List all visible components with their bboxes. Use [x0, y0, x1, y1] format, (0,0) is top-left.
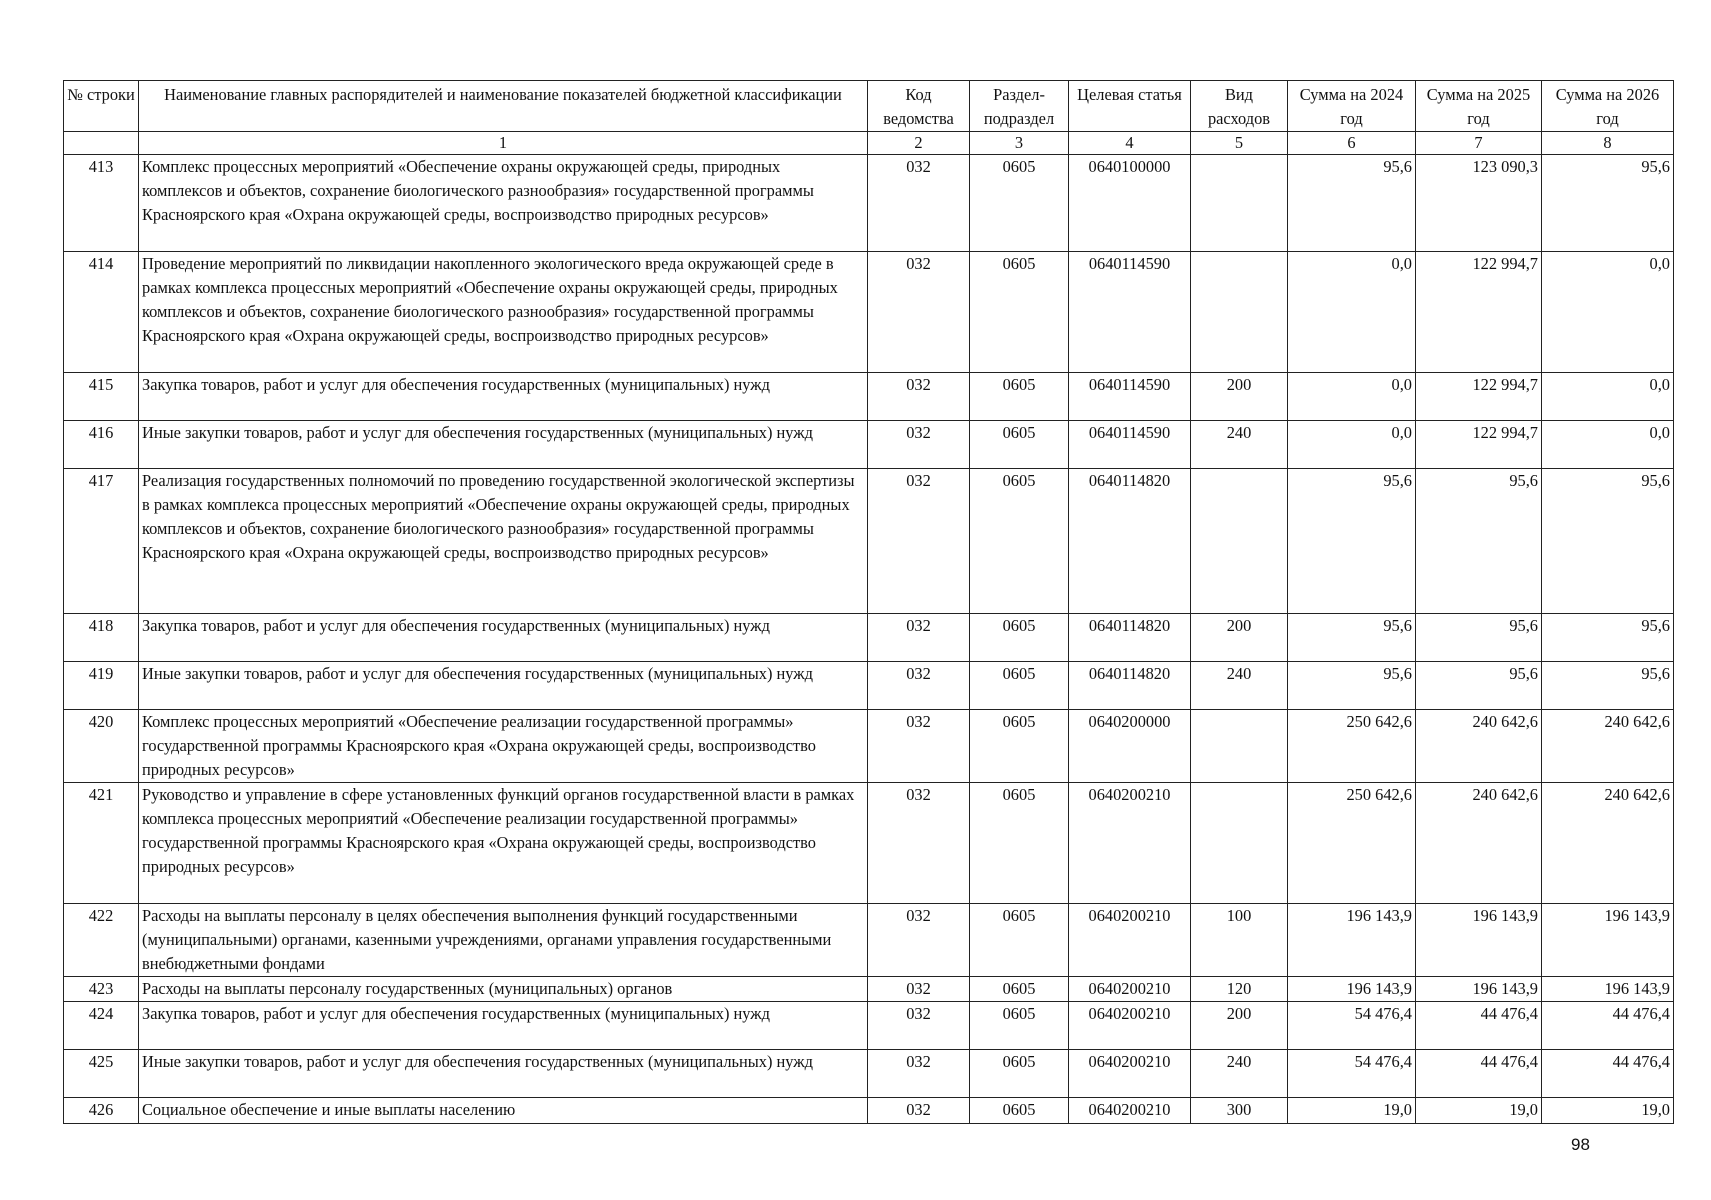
sum-2026-cell: 240 642,6 — [1542, 710, 1674, 783]
table-row — [64, 904, 1674, 977]
column-number: 6 — [1288, 132, 1416, 155]
target-article-cell: 0640200210 — [1069, 1098, 1191, 1124]
sum-2026-cell: 95,6 — [1542, 155, 1674, 252]
table-row — [64, 373, 1674, 421]
header-sum-2024: Сумма на 2024 год — [1288, 81, 1416, 132]
sum-2025-cell: 196 143,9 — [1416, 904, 1542, 977]
target-article-cell: 0640200210 — [1069, 1002, 1191, 1050]
dept-code-cell: 032 — [868, 373, 970, 421]
expense-kind-cell: 240 — [1191, 421, 1288, 469]
row-number-cell: 422 — [64, 904, 139, 977]
target-article-cell: 0640200210 — [1069, 904, 1191, 977]
target-article-cell: 0640114590 — [1069, 252, 1191, 373]
column-number: 4 — [1069, 132, 1191, 155]
sum-2025-cell: 44 476,4 — [1416, 1002, 1542, 1050]
sum-2026-cell: 0,0 — [1542, 421, 1674, 469]
name-cell: Расходы на выплаты персоналу государственных (муниципальных) органов — [139, 977, 868, 1002]
column-number-row — [64, 132, 1674, 155]
name-cell: Иные закупки товаров, работ и услуг для обеспечения государственных (муниципальных) нужд — [139, 421, 868, 469]
dept-code-cell: 032 — [868, 1098, 970, 1124]
name-cell: Комплекс процессных мероприятий «Обеспечение реализации государственной программы» государственной программы Красноярского края «Охрана окружающей среды, воспроизводство природных ресурсов» — [139, 710, 868, 783]
sum-2026-cell: 95,6 — [1542, 469, 1674, 614]
header-target: Целевая статья — [1069, 81, 1191, 132]
header-sum-2026: Сумма на 2026 год — [1542, 81, 1674, 132]
sum-2024-cell: 250 642,6 — [1288, 783, 1416, 904]
name-cell: Иные закупки товаров, работ и услуг для обеспечения государственных (муниципальных) нужд — [139, 1050, 868, 1098]
target-article-cell: 0640200210 — [1069, 977, 1191, 1002]
target-article-cell: 0640100000 — [1069, 155, 1191, 252]
sum-2026-cell: 0,0 — [1542, 373, 1674, 421]
sum-2024-cell: 19,0 — [1288, 1098, 1416, 1124]
header-section: Раздел-подраздел — [970, 81, 1069, 132]
sum-2024-cell: 95,6 — [1288, 614, 1416, 662]
name-cell: Реализация государственных полномочий по проведению государственной экологической экспертизы в рамках комплекса процессных мероприятий «Обеспечение охраны окружающей среды, природных комплексов и объектов, сохранение биологического разнообразия» государственной программы Красноярского края «Охрана окружающей среды, воспроизводство природных ресурсов» — [139, 469, 868, 614]
column-number: 5 — [1191, 132, 1288, 155]
sum-2025-cell: 19,0 — [1416, 1098, 1542, 1124]
sum-2024-cell: 54 476,4 — [1288, 1002, 1416, 1050]
sum-2026-cell: 196 143,9 — [1542, 904, 1674, 977]
expense-kind-cell: 240 — [1191, 662, 1288, 710]
expense-kind-cell: 120 — [1191, 977, 1288, 1002]
header-expense-kind: Вид расходов — [1191, 81, 1288, 132]
row-number-cell: 414 — [64, 252, 139, 373]
sum-2026-cell: 44 476,4 — [1542, 1002, 1674, 1050]
sum-2026-cell: 44 476,4 — [1542, 1050, 1674, 1098]
name-cell: Иные закупки товаров, работ и услуг для обеспечения государственных (муниципальных) нужд — [139, 662, 868, 710]
dept-code-cell: 032 — [868, 783, 970, 904]
target-article-cell: 0640114820 — [1069, 662, 1191, 710]
dept-code-cell: 032 — [868, 977, 970, 1002]
sum-2024-cell: 0,0 — [1288, 421, 1416, 469]
sum-2024-cell: 0,0 — [1288, 252, 1416, 373]
sum-2026-cell: 196 143,9 — [1542, 977, 1674, 1002]
target-article-cell: 0640200210 — [1069, 783, 1191, 904]
dept-code-cell: 032 — [868, 662, 970, 710]
dept-code-cell: 032 — [868, 904, 970, 977]
expense-kind-cell: 240 — [1191, 1050, 1288, 1098]
sum-2024-cell: 196 143,9 — [1288, 977, 1416, 1002]
row-number-cell: 419 — [64, 662, 139, 710]
section-cell: 0605 — [970, 421, 1069, 469]
column-number — [64, 132, 139, 155]
expense-kind-cell: 200 — [1191, 373, 1288, 421]
sum-2025-cell: 95,6 — [1416, 469, 1542, 614]
sum-2026-cell: 240 642,6 — [1542, 783, 1674, 904]
row-number-cell: 421 — [64, 783, 139, 904]
expense-kind-cell: 200 — [1191, 614, 1288, 662]
table-row — [64, 783, 1674, 904]
column-number: 3 — [970, 132, 1069, 155]
table-row — [64, 421, 1674, 469]
section-cell: 0605 — [970, 155, 1069, 252]
section-cell: 0605 — [970, 783, 1069, 904]
header-name: Наименование главных распорядителей и наименование показателей бюджетной классификации — [139, 81, 868, 132]
row-number-cell: 416 — [64, 421, 139, 469]
sum-2026-cell: 95,6 — [1542, 614, 1674, 662]
row-number-cell: 425 — [64, 1050, 139, 1098]
sum-2026-cell: 19,0 — [1542, 1098, 1674, 1124]
row-number-cell: 420 — [64, 710, 139, 783]
target-article-cell: 0640200000 — [1069, 710, 1191, 783]
name-cell: Социальное обеспечение и иные выплаты населению — [139, 1098, 868, 1124]
header-dept-code: Код ведомства — [868, 81, 970, 132]
table-row — [64, 662, 1674, 710]
section-cell: 0605 — [970, 469, 1069, 614]
name-cell: Закупка товаров, работ и услуг для обеспечения государственных (муниципальных) нужд — [139, 373, 868, 421]
column-number: 1 — [139, 132, 868, 155]
section-cell: 0605 — [970, 904, 1069, 977]
sum-2025-cell: 95,6 — [1416, 614, 1542, 662]
table-row — [64, 614, 1674, 662]
expense-kind-cell — [1191, 469, 1288, 614]
name-cell: Проведение мероприятий по ликвидации накопленного экологического вреда окружающей среде в рамках комплекса процессных мероприятий «Обеспечение охраны окружающей среды, природных комплексов и объектов, сохранение биологического разнообразия» государственной программы Красноярского края «Охрана окружающей среды, воспроизводство природных ресурсов» — [139, 252, 868, 373]
table-row — [64, 1002, 1674, 1050]
section-cell: 0605 — [970, 614, 1069, 662]
budget-table-sheet — [63, 80, 1673, 1124]
sum-2025-cell: 196 143,9 — [1416, 977, 1542, 1002]
expense-kind-cell — [1191, 783, 1288, 904]
sum-2025-cell: 240 642,6 — [1416, 783, 1542, 904]
header-row — [64, 81, 1674, 132]
expense-kind-cell — [1191, 155, 1288, 252]
table-row — [64, 1098, 1674, 1124]
sum-2024-cell: 0,0 — [1288, 373, 1416, 421]
column-number: 7 — [1416, 132, 1542, 155]
expense-kind-cell: 100 — [1191, 904, 1288, 977]
section-cell: 0605 — [970, 977, 1069, 1002]
target-article-cell: 0640114820 — [1069, 469, 1191, 614]
column-number: 8 — [1542, 132, 1674, 155]
row-number-cell: 415 — [64, 373, 139, 421]
table-body — [64, 155, 1674, 1124]
sum-2024-cell: 95,6 — [1288, 662, 1416, 710]
table-row — [64, 469, 1674, 614]
target-article-cell: 0640114590 — [1069, 421, 1191, 469]
dept-code-cell: 032 — [868, 421, 970, 469]
header-row-no: № строки — [64, 81, 139, 132]
section-cell: 0605 — [970, 373, 1069, 421]
section-cell: 0605 — [970, 1002, 1069, 1050]
expense-kind-cell — [1191, 710, 1288, 783]
sum-2025-cell: 44 476,4 — [1416, 1050, 1542, 1098]
sum-2025-cell: 240 642,6 — [1416, 710, 1542, 783]
sum-2025-cell: 122 994,7 — [1416, 373, 1542, 421]
expense-kind-cell: 300 — [1191, 1098, 1288, 1124]
section-cell: 0605 — [970, 1098, 1069, 1124]
row-number-cell: 417 — [64, 469, 139, 614]
table-row — [64, 1050, 1674, 1098]
budget-table — [63, 80, 1674, 1124]
header-sum-2025: Сумма на 2025 год — [1416, 81, 1542, 132]
expense-kind-cell — [1191, 252, 1288, 373]
dept-code-cell: 032 — [868, 252, 970, 373]
dept-code-cell: 032 — [868, 1050, 970, 1098]
table-row — [64, 155, 1674, 252]
dept-code-cell: 032 — [868, 155, 970, 252]
target-article-cell: 0640114820 — [1069, 614, 1191, 662]
sum-2025-cell: 122 994,7 — [1416, 252, 1542, 373]
column-number: 2 — [868, 132, 970, 155]
target-article-cell: 0640114590 — [1069, 373, 1191, 421]
sum-2025-cell: 95,6 — [1416, 662, 1542, 710]
row-number-cell: 423 — [64, 977, 139, 1002]
sum-2026-cell: 0,0 — [1542, 252, 1674, 373]
dept-code-cell: 032 — [868, 469, 970, 614]
table-row — [64, 710, 1674, 783]
sum-2024-cell: 95,6 — [1288, 469, 1416, 614]
table-row — [64, 252, 1674, 373]
target-article-cell: 0640200210 — [1069, 1050, 1191, 1098]
name-cell: Закупка товаров, работ и услуг для обеспечения государственных (муниципальных) нужд — [139, 1002, 868, 1050]
row-number-cell: 424 — [64, 1002, 139, 1050]
sum-2026-cell: 95,6 — [1542, 662, 1674, 710]
dept-code-cell: 032 — [868, 710, 970, 783]
dept-code-cell: 032 — [868, 1002, 970, 1050]
section-cell: 0605 — [970, 710, 1069, 783]
name-cell: Закупка товаров, работ и услуг для обеспечения государственных (муниципальных) нужд — [139, 614, 868, 662]
section-cell: 0605 — [970, 662, 1069, 710]
sum-2024-cell: 250 642,6 — [1288, 710, 1416, 783]
name-cell: Комплекс процессных мероприятий «Обеспечение охраны окружающей среды, природных комплексов и объектов, сохранение биологического разнообразия» государственной программы Красноярского края «Охрана окружающей среды, воспроизводство природных ресурсов» — [139, 155, 868, 252]
dept-code-cell: 032 — [868, 614, 970, 662]
section-cell: 0605 — [970, 252, 1069, 373]
row-number-cell: 413 — [64, 155, 139, 252]
name-cell: Расходы на выплаты персоналу в целях обеспечения выполнения функций государственными (муниципальными) органами, казенными учреждениями, органами управления государственными внебюджетными фондами — [139, 904, 868, 977]
sum-2024-cell: 95,6 — [1288, 155, 1416, 252]
sum-2025-cell: 123 090,3 — [1416, 155, 1542, 252]
table-row — [64, 977, 1674, 1002]
expense-kind-cell: 200 — [1191, 1002, 1288, 1050]
name-cell: Руководство и управление в сфере установленных функций органов государственной власти в рамках комплекса процессных мероприятий «Обеспечение реализации государственной программы» государственной программы Красноярского края «Охрана окружающей среды, воспроизводство природных ресурсов» — [139, 783, 868, 904]
sum-2024-cell: 54 476,4 — [1288, 1050, 1416, 1098]
row-number-cell: 426 — [64, 1098, 139, 1124]
sum-2025-cell: 122 994,7 — [1416, 421, 1542, 469]
page-number: 98 — [1571, 1135, 1590, 1154]
row-number-cell: 418 — [64, 614, 139, 662]
section-cell: 0605 — [970, 1050, 1069, 1098]
sum-2024-cell: 196 143,9 — [1288, 904, 1416, 977]
